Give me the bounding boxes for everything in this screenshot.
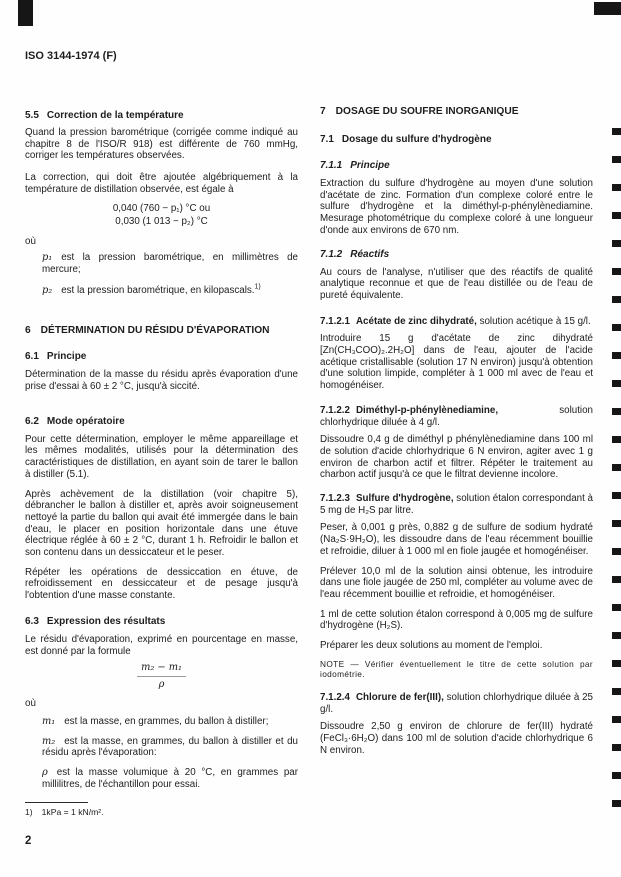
footnote-reference: 1) [254, 283, 261, 291]
page-number: 2 [25, 835, 32, 847]
heading-7-1-2-3: 7.1.2.3 Sulfure d'hydrogène, solution étalon correspondant à 5 mg de H₂S par litre. [320, 493, 594, 516]
heading-7-1-2: 7.1.2 Réactifs [320, 248, 390, 260]
fraction-denominator: ρ [137, 676, 186, 691]
scan-edge-dash [612, 184, 621, 191]
formula-temperature-line2: 0,030 (1 013 − p₂) °C [115, 215, 208, 227]
formula-residue-fraction [25, 662, 298, 691]
paragraph-7-1-2-3d: Préparer les deux solutions au moment de l'emploi. [320, 640, 543, 652]
fraction-numerator: m₂ − m₁ [141, 662, 182, 674]
scan-edge-dash [612, 296, 621, 303]
scan-edge-dash [612, 716, 621, 723]
paragraph-6-2-1: Pour cette détermination, employer le même appareillage et les mêmes modalités, utilisés pour la détermination des caractéristiques de distillation, en ayant soin de tarer le ballon à distiller (5.1). [25, 433, 298, 480]
scan-edge-dash [612, 156, 621, 163]
heading-6: 6 DÉTERMINATION DU RÉSIDU D'ÉVAPORATION [25, 325, 270, 337]
paragraph-7-1-2: Au cours de l'analyse, n'utiliser que des réactifs de qualité analytique reconnue et que de l'eau distillée ou de l'eau de pureté équivalente. [320, 266, 593, 301]
formula-temperature-line1: 0,040 (760 − p₁) °C ou [112, 202, 211, 214]
footnote [25, 807, 104, 817]
scan-edge-dash [612, 212, 621, 219]
scan-edge-dash [612, 240, 621, 247]
scan-edge-dash [612, 324, 621, 331]
scan-edge-dash [612, 492, 621, 499]
paragraph-6-2-2: Après achèvement de la distillation (voir chapitre 5), débrancher le ballon à distiller et, après avoir soigneusement nettoyé la partie du ballon qui avait été immergée dans le bain d'eau, le placer en position horizontale dans une étuve électrique réglée à 60 ± 2 °C, durant 1 h. Refroidir le ballon et son contenu dans un dessiccateur et le peser. [25, 488, 298, 559]
heading-7-1-2-2: 7.1.2.2 Diméthyl-p-phénylènediamine, solution chlorhydrique diluée à 4 g/l. [320, 404, 593, 428]
scan-edge-dash [612, 520, 621, 527]
scan-edge-dash [612, 688, 621, 695]
definition-p1: p₁ est la pression barométrique, en millimètres de mercure; [42, 252, 298, 275]
paragraph-6-3-1: Le résidu d'évaporation, exprimé en pourcentage en masse, est donné par la formule [25, 633, 298, 657]
scan-edge-dash [612, 660, 621, 667]
paragraph-5-5-2: La correction, qui doit être ajoutée algébriquement à la température de distillation observée, est égale à [25, 172, 298, 195]
where-label-2: où [25, 698, 36, 710]
note-iodometrie: NOTE — Vérifier éventuellement le titre de cette solution par iodométrie. [320, 658, 593, 679]
scan-edge-dash [612, 632, 621, 639]
scan-edge-dash [612, 128, 621, 135]
heading-6-3: 6.3 Expression des résultats [25, 615, 166, 627]
heading-7-1: 7.1 Dosage du sulfure d'hydrogène [320, 134, 492, 145]
scan-mark-top-right [594, 2, 621, 15]
heading-7: 7 DOSAGE DU SOUFRE INORGANIQUE [320, 106, 519, 117]
heading-7-1-2-1: 7.1.2.1 Acétate de zinc dihydraté, solution acétique à 15 g/l. [320, 315, 591, 327]
paragraph-6-1: Détermination de la masse du résidu après évaporation d'une prise d'essai à 60 ± 2 °C, jusqu'à siccité. [25, 369, 298, 393]
where-label-1: où [25, 235, 36, 247]
scan-edge-dash [612, 548, 621, 555]
scan-edge-dash [612, 408, 621, 415]
definition-p2: p₂ est la pression barométrique, en kilopascals.$^{1)}$ [42, 283, 261, 296]
heading-7-1-2-4: 7.1.2.4 Chlorure de fer(III), solution chlorhydrique diluée à 25 g/l. [320, 691, 593, 715]
heading-5-5: 5.5 Correction de la température [25, 110, 184, 121]
paragraph-7-1-2-3b: Prélever 10,0 ml de la solution ainsi obtenue, les introduire dans une fiole jaugée de 250 ml, compléter au volume avec de l'eau récemment bouillie et refroidie, et homogénéiser. [320, 565, 593, 600]
footnote-separator [25, 802, 88, 803]
left-column [25, 0, 298, 791]
footnote-marker: 1) [25, 807, 33, 817]
heading-6-1: 6.1 Principe [25, 351, 87, 363]
scan-edge-dash [612, 464, 621, 471]
paragraph-7-1-2-1: Introduire 15 g d'acétate de zinc dihydraté [Zn(CH₃COO)₂.2H₂O] dans de l'eau, ajouter de l'acide acétique cristallisable (solution 17 N environ) jusqu'à obtention d'une solution limpide, compléter à 1 000 ml avec de l'eau et homogénéiser. [320, 333, 593, 392]
paragraph-7-1-2-3a: Peser, à 0,001 g près, 0,882 g de sulfure de sodium hydraté (Na₂S·9H₂O), les dissoudre dans de l'eau récemment bouillie et refroidie, diluer à 1 000 ml en fiole jaugée et homogénéiser. [320, 522, 593, 557]
definition-m1: m₁ est la masse, en grammes, du ballon à distiller; [42, 715, 269, 727]
definition-rho: ρ est la masse volumique à 20 °C, en grammes par millilitres, de l'échantillon pour essai. [42, 767, 298, 790]
scan-edge-dash [612, 380, 621, 387]
scan-edge-dash [612, 744, 621, 751]
scan-edge-dash [612, 268, 621, 275]
right-column [320, 0, 593, 756]
scan-edge-dash [612, 352, 621, 359]
paragraph-7-1-2-2: Dissoudre 0,4 g de diméthyl p phénylènediamine dans 100 ml de solution d'acide chlorhydrique 6 N environ, agiter avec 1 g environ de charbon actif et filtrer. Répéter le traitement au charbon actif jusqu'à ce que le filtrat devienne incolore. [320, 434, 593, 481]
scan-edge-dash [612, 576, 621, 583]
paragraph-7-1-1: Extraction du sulfure d'hydrogène au moyen d'une solution d'acétate de zinc. Formation d'un complexe coloré entre le sulfure d'hydrogène et la diméthyl-p-phénylènediamine. Mesurage photométrique du complexe coloré à une longueur d'onde aux environs de 670 nm. [320, 178, 593, 236]
definition-m2: m₂ est la masse, en grammes, du ballon à distiller et du résidu après l'évaporation: [42, 735, 298, 759]
heading-6-2: 6.2 Mode opératoire [25, 415, 125, 427]
scan-edge-dash [612, 800, 621, 807]
document-reference: ISO 3144-1974 (F) [25, 50, 117, 62]
heading-7-1-1: 7.1.1 Principe [320, 160, 390, 171]
scan-edge-dash [612, 436, 621, 443]
scan-edge-dash [612, 604, 621, 611]
footnote-text: 1kPa = 1 kN/m². [41, 807, 104, 817]
paragraph-5-5-1: Quand la pression barométrique (corrigée comme indiqué au chapitre 8 de l'ISO/R 918) est différente de 760 mmHg, corriger les températures observées. [25, 127, 298, 162]
scan-edge-dash [612, 772, 621, 779]
paragraph-7-1-2-4: Dissoudre 2,50 g environ de chlorure de fer(III) hydraté (FeCl₃·6H₂O) dans 100 ml de solution d'acide chlorhydrique 6 N environ. [320, 721, 593, 756]
paragraph-6-2-3: Répéter les opérations de dessiccation en étuve, de refroidissement en dessiccateur et de pesage jusqu'à l'obtention d'une masse constante. [25, 566, 298, 602]
paragraph-7-1-2-3c: 1 ml de cette solution étalon correspond à 0,005 mg de sulfure d'hydrogène (H₂S). [320, 608, 593, 632]
